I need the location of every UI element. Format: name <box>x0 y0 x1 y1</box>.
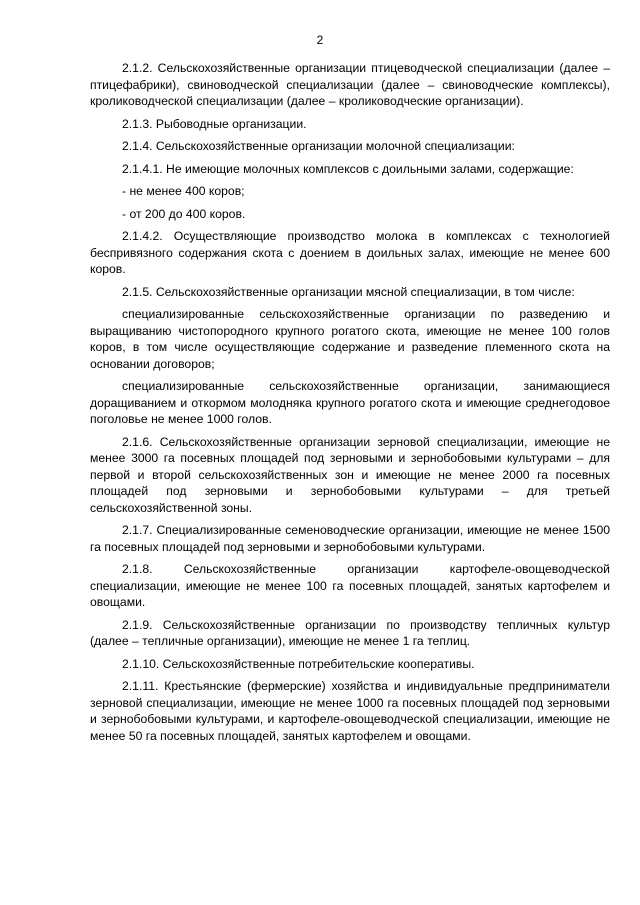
paragraph-2-1-8: 2.1.8. Сельскохозяйственные организации картофеле-овощеводческой специализации, имеющие не менее 100 га посевных площадей, занятых картофелем и овощами. <box>90 562 610 609</box>
document-body <box>90 60 610 750</box>
paragraph-2-1-4-2: 2.1.4.2. Осуществляющие производство молока в комплексах с технологией беспривязного содержания скота с доением в доильных залах, имеющие не менее 600 коров. <box>90 229 610 276</box>
paragraph-2-1-4: 2.1.4. Сельскохозяйственные организации молочной специализации: <box>122 139 515 153</box>
paragraph-2-1-9: 2.1.9. Сельскохозяйственные организации по производству тепличных культур (далее – тепличные организации), имеющие не менее 1 га теплиц. <box>90 617 610 648</box>
paragraph-2-1-11: 2.1.11. Крестьянские (фермерские) хозяйства и индивидуальные предприниматели зерновой специализации, имеющие не менее 1000 га посевных площадей под зерновыми и зернобобовыми культурами, и картофеле-овощеводческой специализации, имеющие не менее 50 га посевных площадей, занятых картофелем и овощами. <box>90 679 610 743</box>
page-number: 2 <box>316 33 324 47</box>
list-item-400-cows: - не менее 400 коров; <box>122 184 245 198</box>
paragraph-2-1-4-1: 2.1.4.1. Не имеющие молочных комплексов с доильными залами, содержащие: <box>122 161 574 176</box>
paragraph-2-1-7: 2.1.7. Специализированные семеноводческие организации, имеющие не менее 1500 га посевных площадей под зерновыми и зернобобовыми культурами. <box>90 523 610 554</box>
list-item-200-400-cows: - от 200 до 400 коров. <box>122 206 246 221</box>
paragraph-breeding-organizations: специализированные сельскохозяйственные организации по разведению и выращиванию чистопородного крупного рогатого скота, имеющие не менее 100 голов коров, в том числе осуществляющие содержание и разведение племенного скота на основании договоров; <box>90 307 610 371</box>
paragraph-2-1-5: 2.1.5. Сельскохозяйственные организации мясной специализации, в том числе: <box>122 284 575 299</box>
paragraph-2-1-6: 2.1.6. Сельскохозяйственные организации зерновой специализации, имеющие не менее 3000 га посевных площадей под зерновыми и зернобобовыми культурами – для первой и второй сельскохозяйственных зон и имеющие не менее 2000 га посевных площадей под зерновыми и зернобобовыми культурами – для третьей сельскохозяйственной зоны. <box>90 434 610 515</box>
paragraph-2-1-3: 2.1.3. Рыбоводные организации. <box>122 116 307 131</box>
paragraph-2-1-2: 2.1.2. Сельскохозяйственные организации птицеводческой специализации (далее – птицефабрики), свиноводческой специализации (далее – свиноводческие комплексы), кролиководческой специализации (далее – кролиководческие организации). <box>90 61 610 108</box>
paragraph-2-1-10: 2.1.10. Сельскохозяйственные потребительские кооперативы. <box>122 656 475 671</box>
paragraph-fattening-organizations: специализированные сельскохозяйственные организации, занимающиеся доращиванием и откормом молодняка крупного рогатого скота и имеющие среднегодовое поголовье не менее 1000 голов. <box>90 379 610 426</box>
